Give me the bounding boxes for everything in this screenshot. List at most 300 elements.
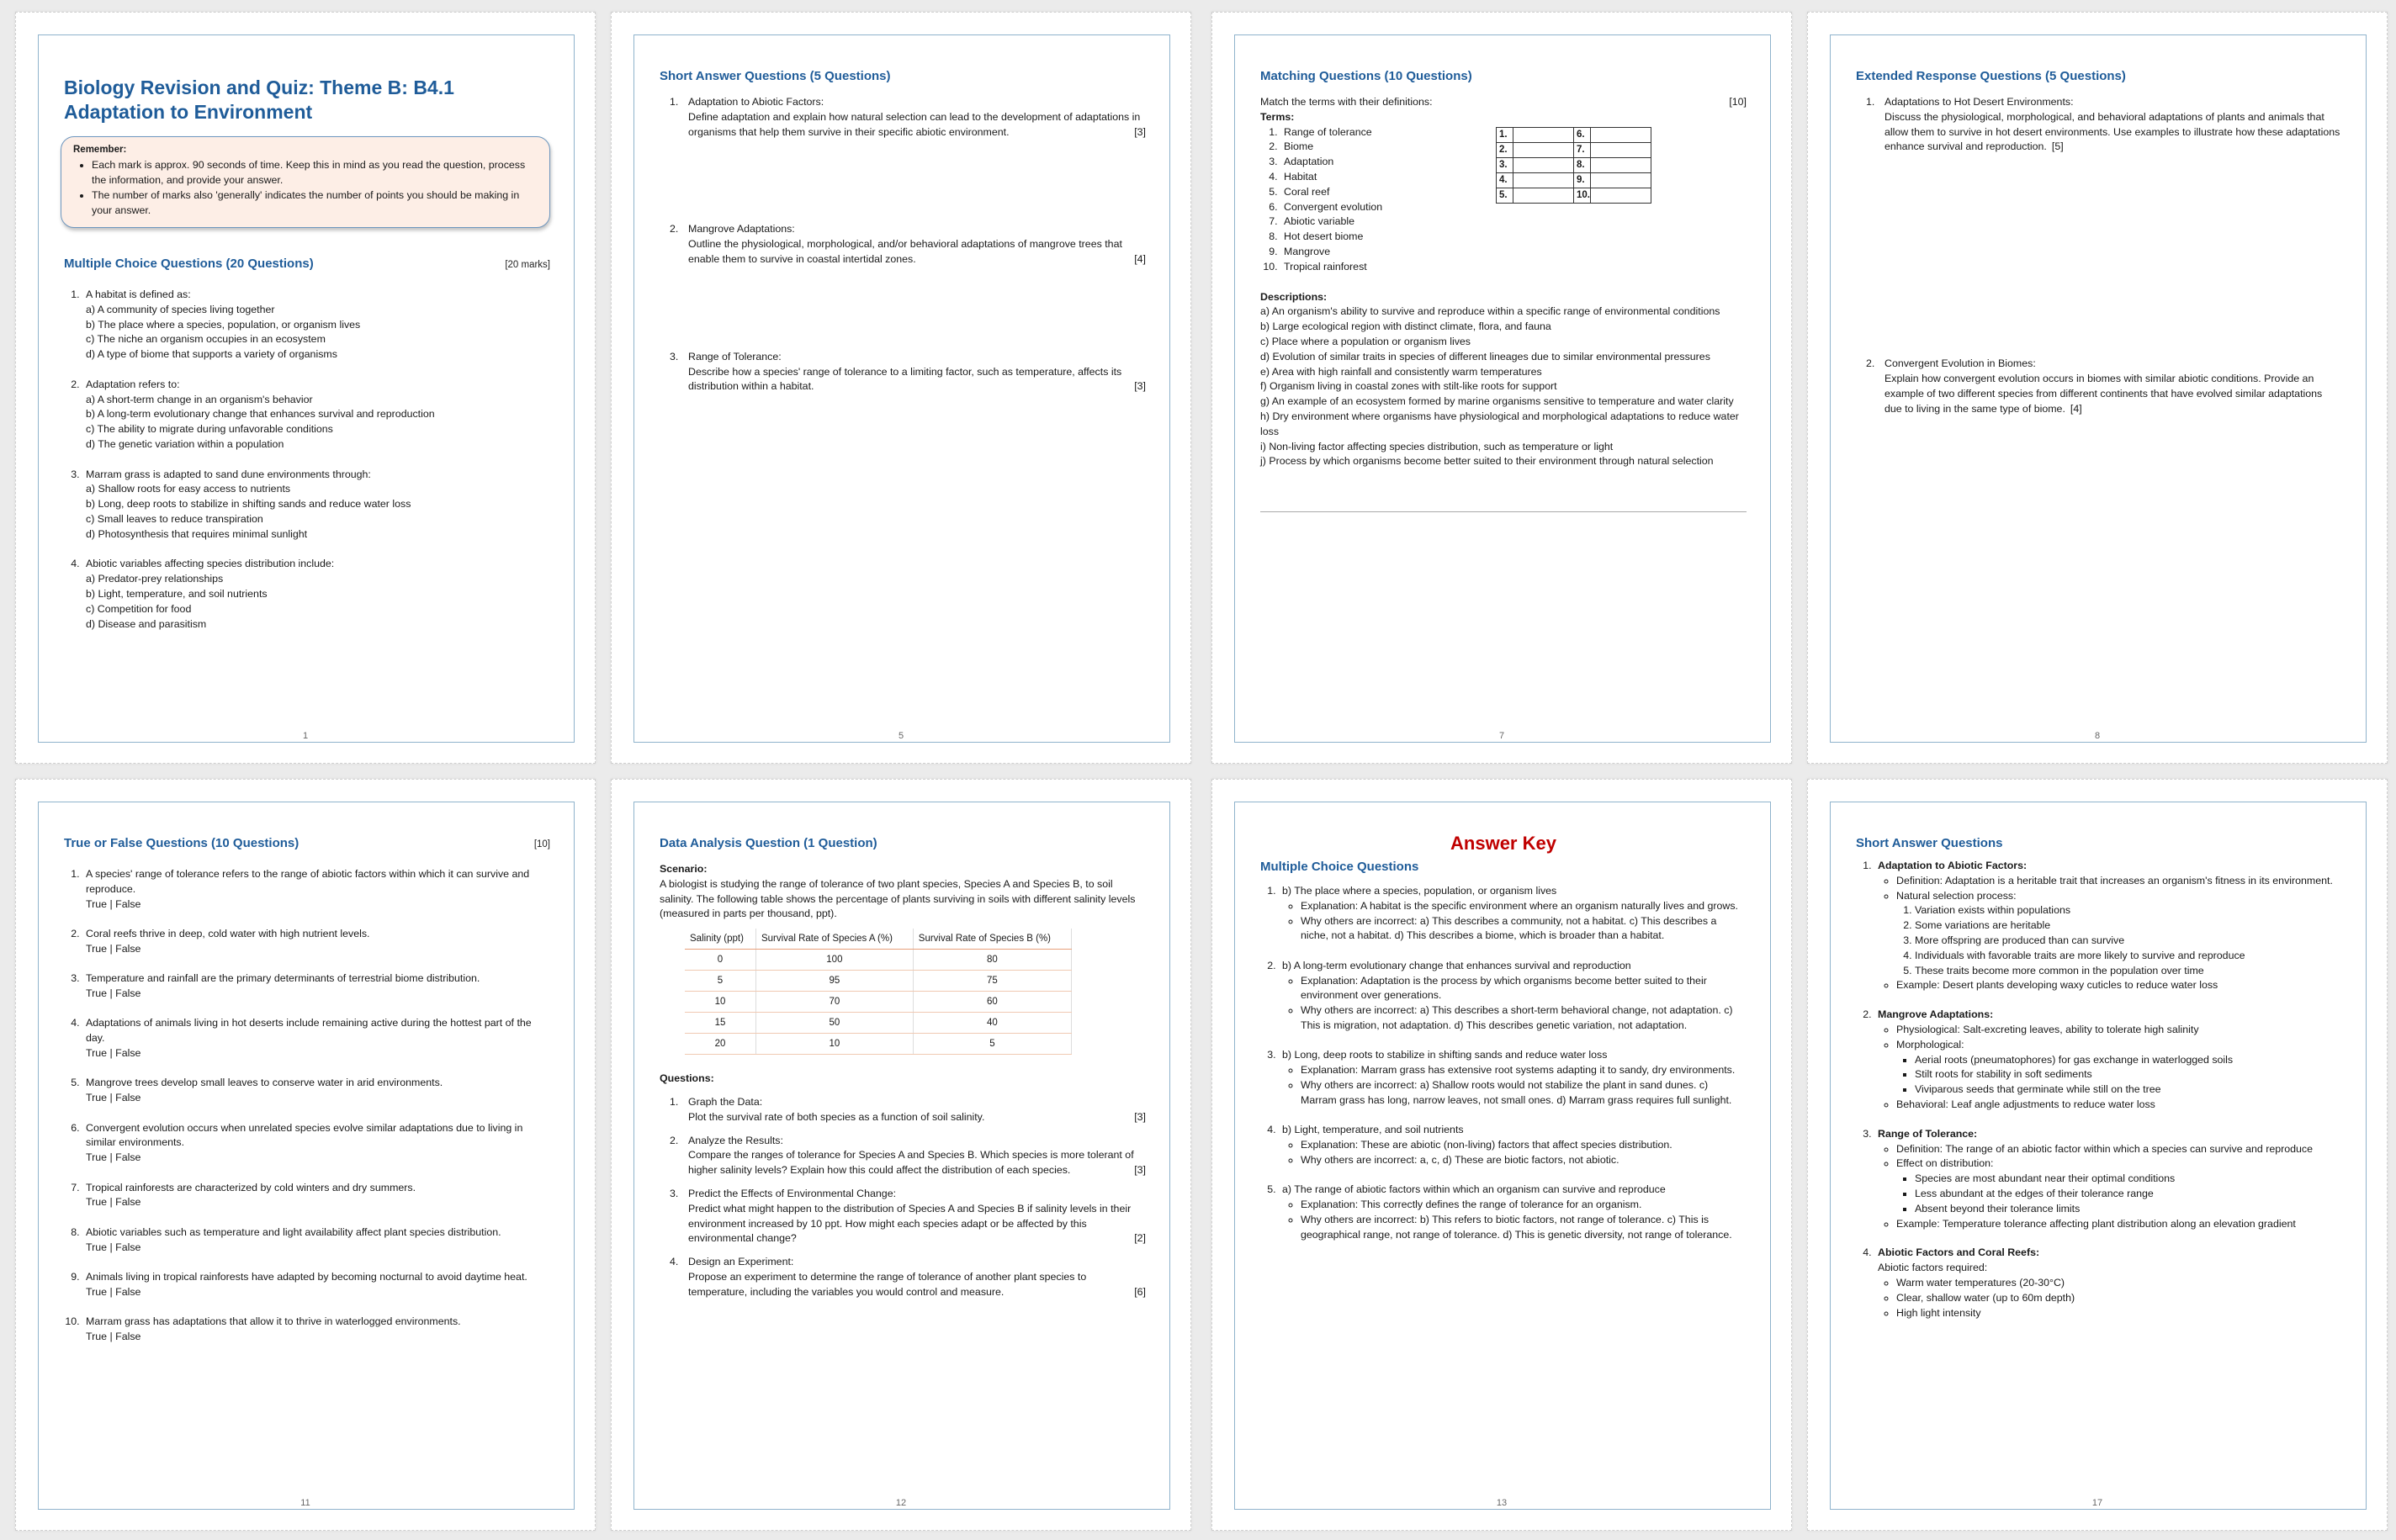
- answer-option: b) Light, temperature, and soil nutrients: [86, 587, 268, 600]
- answer-point: Natural selection process:: [1896, 889, 2017, 902]
- table-cell: 0: [685, 950, 755, 971]
- page-number: 17: [2091, 1498, 2103, 1508]
- answer-section-title: Adaptation to Abiotic Factors:: [1878, 860, 2028, 871]
- answer-why-others: ◦ Why others are incorrect: a) This describes a community, not a habitat. c) This describes a niche, not a habitat. d) This describes a biome, which is broader than a habitat.: [1301, 914, 1747, 945]
- answer-point: ◦ Example: Temperature tolerance affecting plant distribution along an elevation gradient: [1896, 1217, 2342, 1232]
- data-question: [660, 1134, 1146, 1178]
- table-cell: 50: [755, 1013, 913, 1034]
- table-cell: 75: [913, 971, 1071, 992]
- page-number: 12: [895, 1498, 907, 1508]
- question-marks: [3]: [1134, 1164, 1146, 1177]
- answer-key-title: Answer Key: [1450, 833, 1556, 854]
- section-heading: [64, 836, 550, 850]
- answer-option: a) Predator-prey relationships: [86, 573, 224, 585]
- answer-item: [1279, 1183, 1747, 1242]
- answer-list: [1279, 884, 1747, 1242]
- page-number: 5: [898, 731, 904, 741]
- question-text: Predict what might happen to the distribution of Species A and Species B if salinity levels in their environment increased by 10 ppt. How might each species adapt or be affected by this environmental change?: [688, 1202, 1132, 1245]
- answer-cell[interactable]: [1513, 142, 1574, 157]
- table-header: Survival Rate of Species B (%): [913, 929, 1071, 950]
- description-item: h) Dry environment where organisms have physiological and morphological adaptations to reduce water loss: [1260, 410, 1739, 437]
- true-false-question: [82, 1315, 550, 1345]
- table-cell: 5: [913, 1034, 1071, 1055]
- grid-label: 3.: [1497, 157, 1513, 172]
- step-item: 5. These traits become more common in the population over time: [1915, 964, 2342, 979]
- table-row: [685, 950, 1072, 971]
- true-false-choice[interactable]: True | False: [86, 1285, 141, 1298]
- true-false-heading: True or False Questions (10 Questions): [64, 836, 300, 850]
- answer-option: c) The niche an organism occupies in an ecosystem: [86, 333, 326, 346]
- answer-option: b) Long, deep roots to stabilize in shifting sands and reduce water loss: [86, 498, 411, 511]
- true-false-choice[interactable]: True | False: [86, 1330, 141, 1342]
- true-false-question: [82, 867, 550, 912]
- coral-item: ◦ Clear, shallow water (up to 60m depth): [1896, 1291, 2342, 1306]
- answer-details: [1301, 1138, 1747, 1168]
- grid-label: 7.: [1574, 142, 1591, 157]
- answer-item: [1279, 884, 1747, 944]
- description-item: j) Process by which organisms become better suited to their environment through natural selection: [1260, 455, 1714, 468]
- answer-section-title: Mangrove Adaptations:: [1878, 1008, 1994, 1021]
- question-title: Adaptations to Hot Desert Environments:: [1884, 96, 2074, 108]
- answer-why-others: ◦ Why others are incorrect: a) Shallow roots would not stabilize the plant in sand dunes. c) Marram grass has long, narrow leaves, not small ones. d) Marram grass requires full sunlight.: [1301, 1078, 1747, 1109]
- answer-point: ◦ Definition: Adaptation is a heritable trait that increases an organism's fitness in its environment.: [1896, 874, 2342, 889]
- question-marks: [4]: [1134, 252, 1146, 265]
- grid-label: 6.: [1574, 127, 1591, 142]
- section-heading: [660, 69, 1146, 83]
- step-item: 4. Individuals with favorable traits are more likely to survive and reproduce: [1915, 949, 2342, 964]
- answer-details: [1301, 899, 1747, 944]
- description-item: e) Area with high rainfall and consistently warm temperatures: [1260, 365, 1542, 378]
- answer-text: 4. b) Light, temperature, and soil nutrients: [1282, 1124, 1464, 1136]
- short-answer-key-list: [1874, 859, 2342, 1320]
- question-number: 2.: [1866, 357, 1875, 370]
- question-text: 2. Adaptation refers to:: [86, 378, 180, 390]
- table-cell: 60: [913, 992, 1071, 1013]
- grid-label: 4.: [1497, 172, 1513, 188]
- question-marks: [2]: [1134, 1232, 1146, 1245]
- answer-why-others: ◦ Why others are incorrect: a, c, d) These are biotic factors, not abiotic.: [1301, 1153, 1747, 1168]
- questions-label: Questions:: [660, 1072, 714, 1085]
- question-number: 1.: [670, 1095, 679, 1108]
- mcq-answers-heading: Multiple Choice Questions: [1260, 860, 1419, 874]
- page-frame: [633, 802, 1170, 1510]
- question-text: [688, 110, 1146, 140]
- term-item: 3. Adaptation: [1280, 155, 1747, 170]
- question-text: 7. Tropical rainforests are characterized by cold winters and dry summers.: [86, 1181, 416, 1193]
- page-17: [1807, 779, 2388, 1531]
- answer-option: d) Photosynthesis that requires minimal sunlight: [86, 527, 308, 540]
- data-question: [660, 1095, 1146, 1125]
- page-1: [15, 12, 596, 764]
- page-frame: [1234, 802, 1771, 1510]
- mcq-question: [82, 288, 550, 363]
- question-text: 2. Coral reefs thrive in deep, cold water with high nutrient levels.: [86, 927, 370, 939]
- coral-item: ◦ Warm water temperatures (20-30°C): [1896, 1276, 2342, 1291]
- question-marks: [4]: [2070, 402, 2082, 415]
- table-header: Survival Rate of Species A (%): [755, 929, 913, 950]
- answer-option: d) Disease and parasitism: [86, 617, 207, 630]
- mcq-heading: Multiple Choice Questions (20 Questions): [64, 257, 314, 271]
- description-item: c) Place where a population or organism lives: [1260, 335, 1471, 347]
- true-false-question: [82, 1270, 550, 1300]
- section-heading: [64, 257, 550, 271]
- document-title: Biology Revision and Quiz: Theme B: B4.1 Adaptation to Environment: [64, 77, 454, 123]
- question-text: Compare the ranges of tolerance for Species A and Species B. Which species is more tolerant of higher salinity levels? Explain how this could affect the distribution of each species.: [688, 1149, 1134, 1177]
- answer-section-title: Abiotic Factors and Coral Reefs:: [1878, 1246, 2040, 1259]
- answer-option: c) The ability to migrate during unfavorable conditions: [86, 423, 333, 436]
- answer-explanation: ◦ Explanation: This correctly defines the range of tolerance for an organism.: [1301, 1198, 1747, 1213]
- question-body: [688, 1255, 1146, 1299]
- page-8: [1807, 12, 2388, 764]
- question-marks: [3]: [1134, 1110, 1146, 1123]
- answer-why-others: ◦ Why others are incorrect: a) This describes a short-term behavioral change, not adaptation. c) This is migration, not adaptation. d) This describes genetic variation, not adaptation.: [1301, 1003, 1747, 1034]
- answer-point: Effect on distribution:: [1896, 1157, 1994, 1170]
- true-false-choice[interactable]: True | False: [86, 942, 141, 955]
- effect-list: [1915, 1172, 2342, 1216]
- term-item: 6. Convergent evolution: [1280, 200, 1747, 215]
- answer-option: a) A short-term change in an organism's behavior: [86, 393, 313, 405]
- answer-cell[interactable]: [1513, 127, 1574, 142]
- table-row: [685, 992, 1072, 1013]
- term-item: 9. Mangrove: [1280, 245, 1747, 260]
- extended-question: [1856, 357, 2342, 416]
- morph-item: ▪ Stilt roots for stability in soft sediments: [1915, 1067, 2342, 1082]
- section-marks: [10]: [533, 839, 550, 849]
- answer-explanation: ◦ Explanation: Marram grass has extensive root systems adapting it to sandy, dry environments.: [1301, 1063, 1747, 1078]
- page-11: [15, 779, 596, 1531]
- table-row: [685, 971, 1072, 992]
- answer-point: ◦ Behavioral: Leaf angle adjustments to reduce water loss: [1896, 1098, 2342, 1113]
- question-title: Range of Tolerance:: [688, 350, 782, 363]
- question-title: Convergent Evolution in Biomes:: [1884, 357, 2036, 370]
- page-number: 7: [1498, 731, 1505, 741]
- section-marks: [20 marks]: [505, 260, 550, 270]
- question-number: 2.: [670, 223, 679, 235]
- answer-option: c) Small leaves to reduce transpiration: [86, 512, 263, 525]
- description-item: b) Large ecological region with distinct climate, flora, and fauna: [1260, 320, 1551, 333]
- table-cell: 95: [755, 971, 913, 992]
- term-item: 7. Abiotic variable: [1280, 214, 1747, 230]
- question-title: Adaptation to Abiotic Factors:: [688, 96, 824, 108]
- grid-label: 8.: [1574, 157, 1591, 172]
- answer-why-others: ◦ Why others are incorrect: b) This refers to biotic factors, not range of tolerance. c) This is geographical range, not range of tolerance. d) This is genetic diversity, not range of tolerance.: [1301, 1213, 1747, 1243]
- extended-response-list: [1856, 95, 2342, 416]
- question-title: Mangrove Adaptations:: [688, 223, 795, 235]
- answer-cell[interactable]: [1591, 188, 1651, 203]
- question-text: [688, 365, 1146, 395]
- table-header: Salinity (ppt): [685, 929, 755, 950]
- effect-item: ▪ Species are most abundant near their optimal conditions: [1915, 1172, 2342, 1187]
- question-text: 6. Convergent evolution occurs when unrelated species evolve similar adaptations due to living in similar environments.: [86, 1121, 523, 1149]
- answer-option: b) The place where a species, population, or organism lives: [86, 318, 361, 331]
- answer-point: Abiotic factors required:: [1878, 1262, 1988, 1274]
- question-text: 5. Mangrove trees develop small leaves to conserve water in arid environments.: [86, 1077, 443, 1089]
- term-item: 4. Habitat: [1280, 170, 1747, 185]
- question-text: Outline the physiological, morphological, and/or behavioral adaptations of mangrove trees that enable them to survive in coastal intertidal zones.: [688, 238, 1122, 265]
- answer-details: [1301, 1198, 1747, 1242]
- page-frame: [1830, 34, 2367, 743]
- question-text: [688, 1202, 1146, 1246]
- scenario-label: Scenario:: [660, 863, 708, 875]
- answer-cell[interactable]: [1591, 157, 1651, 172]
- question-body: [688, 95, 1146, 140]
- term-item: 10. Tropical rainforest: [1280, 260, 1747, 275]
- answer-text: 3. b) Long, deep roots to stabilize in shifting sands and reduce water loss: [1282, 1049, 1608, 1061]
- answer-explanation: ◦ Explanation: A habitat is the specific environment where an organism naturally lives and grows.: [1301, 899, 1747, 914]
- true-false-choice[interactable]: True | False: [86, 1151, 141, 1164]
- grid-label: 9.: [1574, 172, 1591, 188]
- true-false-choice[interactable]: True | False: [86, 987, 141, 999]
- table-row: [685, 1034, 1072, 1055]
- morph-list: [1915, 1053, 2342, 1098]
- answer-option: a) Shallow roots for easy access to nutrients: [86, 483, 291, 495]
- section-heading: [660, 836, 1146, 850]
- step-item: 1. Variation exists within populations: [1915, 903, 2342, 918]
- matching-heading: Matching Questions (10 Questions): [1260, 69, 1472, 83]
- question-marks: [6]: [1134, 1285, 1146, 1298]
- answer-item: [1279, 959, 1747, 1034]
- short-answer-question: [660, 222, 1146, 267]
- answer-point: ◦ Example: Desert plants developing waxy cuticles to reduce water loss: [1896, 978, 2342, 993]
- section-heading: [1856, 836, 2342, 850]
- question-text: [1884, 372, 2342, 416]
- question-text: 1. A habitat is defined as:: [86, 288, 191, 300]
- true-false-question: [82, 1225, 550, 1256]
- morph-item: ▪ Aerial roots (pneumatophores) for gas exchange in waterlogged soils: [1915, 1053, 2342, 1068]
- question-marks: [5]: [2051, 140, 2064, 153]
- scenario-text: A biologist is studying the range of tolerance of two plant species, Species A and Species B, to soil salinity. The following table shows the percentage of plants surviving in soils with different salinity levels (measured in parts per thousand, ppt).: [660, 877, 1136, 920]
- true-false-question: [82, 971, 550, 1002]
- answer-point: ◦ Physiological: Salt-excreting leaves, ability to tolerate high salinity: [1896, 1023, 2342, 1038]
- question-number: 1.: [1866, 96, 1875, 108]
- table-cell: 20: [685, 1034, 755, 1055]
- true-false-choice[interactable]: True | False: [86, 1196, 141, 1209]
- answer-details: [1301, 1063, 1747, 1108]
- question-title: Predict the Effects of Environmental Change:: [688, 1187, 897, 1199]
- question-number: 1.: [670, 96, 679, 108]
- answer-cell[interactable]: [1591, 172, 1651, 188]
- table-cell: 10: [685, 992, 755, 1013]
- question-title: Design an Experiment:: [688, 1256, 794, 1268]
- answer-text: 2. b) A long-term evolutionary change that enhances survival and reproduction: [1282, 959, 1631, 971]
- step-item: 3. More offspring are produced than can survive: [1915, 934, 2342, 949]
- descriptions-label: Descriptions:: [1260, 290, 1328, 303]
- description-item: d) Evolution of similar traits in species of different lineages due to similar environmental pressures: [1260, 350, 1710, 363]
- page-number: 11: [300, 1498, 310, 1508]
- coral-item: ◦ High light intensity: [1896, 1306, 2342, 1321]
- true-false-question: [82, 1076, 550, 1106]
- grid-label: 2.: [1497, 142, 1513, 157]
- true-false-question: [82, 927, 550, 957]
- answer-option: b) A long-term evolutionary change that enhances survival and reproduction: [86, 408, 435, 421]
- term-item: 8. Hot desert biome: [1280, 230, 1747, 245]
- answer-cell[interactable]: [1591, 142, 1651, 157]
- section-heading: [1260, 69, 1747, 83]
- question-body: [688, 222, 1146, 267]
- table-cell: 80: [913, 950, 1071, 971]
- data-analysis-heading: Data Analysis Question (1 Question): [660, 836, 877, 850]
- question-text: [1884, 110, 2342, 155]
- answer-option: d) The genetic variation within a population: [86, 437, 284, 450]
- effect-item: ▪ Absent beyond their tolerance limits: [1915, 1202, 2342, 1217]
- page-frame: [633, 34, 1170, 743]
- question-text: Propose an experiment to determine the range of tolerance of another plant species to temperature, including the variables you would control and measure.: [688, 1270, 1087, 1298]
- page-frame: [38, 34, 575, 743]
- remember-box: [61, 136, 550, 228]
- question-text: [688, 237, 1146, 267]
- mcq-question: [82, 468, 550, 542]
- answer-point: Morphological:: [1896, 1038, 1964, 1050]
- answer-text: 5. a) The range of abiotic factors within which an organism can survive and reproduce: [1282, 1183, 1666, 1196]
- answer-explanation: ◦ Explanation: Adaptation is the process by which organisms become better suited to their environment over generations.: [1301, 974, 1747, 1004]
- table-cell: 70: [755, 992, 913, 1013]
- description-item: f) Organism living in coastal zones with stilt-like roots for support: [1260, 380, 1557, 393]
- step-item: 2. Some variations are heritable: [1915, 918, 2342, 934]
- short-answer-key-heading: Short Answer Questions: [1856, 836, 2003, 850]
- question-body: [688, 350, 1146, 394]
- section-heading: [1260, 860, 1747, 874]
- answer-item: [1279, 1048, 1747, 1108]
- true-false-choice[interactable]: True | False: [86, 1046, 141, 1059]
- table-cell: 100: [755, 950, 913, 971]
- question-body: [1884, 357, 2342, 416]
- steps-list: [1915, 903, 2342, 978]
- question-text: [688, 1148, 1146, 1178]
- question-body: [688, 1095, 1146, 1125]
- page-frame: [38, 802, 575, 1510]
- question-number: 4.: [670, 1256, 679, 1268]
- question-text: Plot the survival rate of both species as a function of soil salinity.: [688, 1110, 985, 1123]
- question-number: 2.: [670, 1134, 679, 1146]
- question-text: 10. Marram grass has adaptations that allow it to thrive in waterlogged environments.: [86, 1315, 461, 1328]
- divider: [1260, 511, 1747, 512]
- question-text: 3. Temperature and rainfall are the primary determinants of terrestrial biome distribution.: [86, 972, 480, 985]
- short-answer-question: [660, 95, 1146, 140]
- mcq-question: [82, 378, 550, 452]
- question-text: 3. Marram grass is adapted to sand dune environments through:: [86, 468, 371, 480]
- page-number: 1: [302, 731, 309, 741]
- page-number: 13: [1496, 1498, 1508, 1508]
- table-cell: 15: [685, 1013, 755, 1034]
- question-text: Discuss the physiological, morphological, and behavioral adaptations of plants and animals that allow them to survive in hot desert environments. Use examples to illustrate how these adaptations enhance survival and reproduction.: [1884, 110, 2340, 153]
- descriptions-list: [1260, 304, 1747, 469]
- table-row: [685, 1013, 1072, 1034]
- terms-label: Terms:: [1260, 110, 1295, 123]
- section-marks: [10]: [1729, 96, 1747, 108]
- description-item: g) An example of an ecosystem formed by marine organisms sensitive to temperature and water clarity: [1260, 395, 1734, 408]
- question-text: 4. Adaptations of animals living in hot deserts include remaining active during the hottest part of the day.: [86, 1017, 532, 1045]
- question-text: 9. Animals living in tropical rainforests have adapted by becoming nocturnal to avoid daytime heat.: [86, 1270, 527, 1283]
- answer-grid[interactable]: [1496, 127, 1651, 204]
- answer-cell[interactable]: [1591, 127, 1651, 142]
- data-question: [660, 1187, 1146, 1246]
- question-body: [688, 1134, 1146, 1178]
- true-false-choice[interactable]: True | False: [86, 1241, 141, 1253]
- term-item: 1. Range of tolerance: [1280, 125, 1747, 140]
- extended-response-heading: Extended Response Questions (5 Questions): [1856, 69, 2126, 83]
- short-answer-list: [660, 95, 1146, 394]
- grid-label: 5.: [1497, 188, 1513, 203]
- question-text: [688, 1110, 1146, 1125]
- table-cell: 10: [755, 1034, 913, 1055]
- question-marks: [3]: [1134, 125, 1146, 138]
- section-heading: [1856, 69, 2342, 83]
- answer-explanation: ◦ Explanation: These are abiotic (non-living) factors that affect species distribution.: [1301, 1138, 1747, 1153]
- term-item: 5. Coral reef: [1280, 185, 1747, 200]
- mcq-question: [82, 557, 550, 632]
- true-false-question: [82, 1121, 550, 1166]
- remember-item: • The number of marks also 'generally' indicates the number of points you should be making in your answer.: [92, 188, 538, 218]
- question-text: 1. A species' range of tolerance refers to the range of abiotic factors within which it can survive and reproduce.: [86, 868, 530, 895]
- answer-cell[interactable]: [1513, 172, 1574, 188]
- answer-cell[interactable]: [1513, 188, 1574, 203]
- page-5: [611, 12, 1191, 764]
- question-text: Explain how convergent evolution occurs in biomes with similar abiotic conditions. Provide an example of two different species from different continents that have evolved similar adaptations due to living in the same type of biome.: [1884, 372, 2323, 415]
- question-body: [688, 1187, 1146, 1246]
- answer-point: ◦ Definition: The range of an abiotic factor within which a species can survive and reproduce: [1896, 1142, 2342, 1157]
- page-7: [1211, 12, 1792, 764]
- page-frame: [1234, 34, 1771, 743]
- question-text: [688, 1270, 1146, 1300]
- true-false-choice[interactable]: True | False: [86, 897, 141, 910]
- morph-item: ▪ Viviparous seeds that germinate while still on the tree: [1915, 1082, 2342, 1098]
- data-questions-list: [660, 1095, 1146, 1300]
- answer-text: 1. b) The place where a species, population, or organism lives: [1282, 885, 1557, 897]
- answer-option: a) A community of species living together: [86, 303, 275, 315]
- question-number: 3.: [670, 1187, 679, 1199]
- short-answer-question: [660, 350, 1146, 394]
- data-question: [660, 1255, 1146, 1299]
- answer-section-title: Range of Tolerance:: [1878, 1127, 1978, 1140]
- remember-item: • Each mark is approx. 90 seconds of time. Keep this in mind as you read the question, process the information, and provide your answer.: [92, 157, 538, 188]
- question-body: [1884, 95, 2342, 155]
- answer-item: [1279, 1123, 1747, 1167]
- grid-label: 10.: [1574, 188, 1591, 203]
- page-13: [1211, 779, 1792, 1531]
- true-false-question: [82, 1181, 550, 1211]
- true-false-list: [82, 867, 550, 1345]
- true-false-choice[interactable]: True | False: [86, 1092, 141, 1104]
- question-text: Define adaptation and explain how natural selection can lead to the development of adaptations in organisms that help them survive in their specific abiotic environment.: [688, 110, 1141, 138]
- page-frame: [1830, 802, 2367, 1510]
- page-12: [611, 779, 1191, 1531]
- term-item: 2. Biome: [1280, 140, 1747, 155]
- effect-item: ▪ Less abundant at the edges of their tolerance range: [1915, 1187, 2342, 1202]
- table-cell: 40: [913, 1013, 1071, 1034]
- question-number: 3.: [670, 350, 679, 363]
- answer-option: c) Competition for food: [86, 602, 192, 615]
- question-marks: [3]: [1134, 380, 1146, 393]
- extended-question: [1856, 95, 2342, 155]
- table-cell: 5: [685, 971, 755, 992]
- matching-instruction: Match the terms with their definitions:: [1260, 96, 1433, 108]
- answer-cell[interactable]: [1513, 157, 1574, 172]
- remember-title: Remember:: [73, 145, 127, 155]
- answer-details: [1301, 974, 1747, 1034]
- question-title: Graph the Data:: [688, 1095, 763, 1108]
- short-answer-heading: Short Answer Questions (5 Questions): [660, 69, 891, 83]
- description-item: a) An organism's ability to survive and reproduce within a specific range of environmental conditions: [1260, 305, 1720, 318]
- salinity-table: [685, 929, 1072, 1055]
- question-text: Describe how a species' range of tolerance to a limiting factor, such as temperature, affects its distribution within a habitat.: [688, 365, 1122, 393]
- true-false-question: [82, 1016, 550, 1061]
- coral-list: [1896, 1276, 2342, 1320]
- grid-label: 1.: [1497, 127, 1513, 142]
- question-text: 4. Abiotic variables affecting species distribution include:: [86, 558, 335, 570]
- page-number: 8: [2094, 731, 2101, 741]
- description-item: i) Non-living factor affecting species distribution, such as temperature or light: [1260, 440, 1614, 452]
- answer-option: d) A type of biome that supports a variety of organisms: [86, 348, 337, 361]
